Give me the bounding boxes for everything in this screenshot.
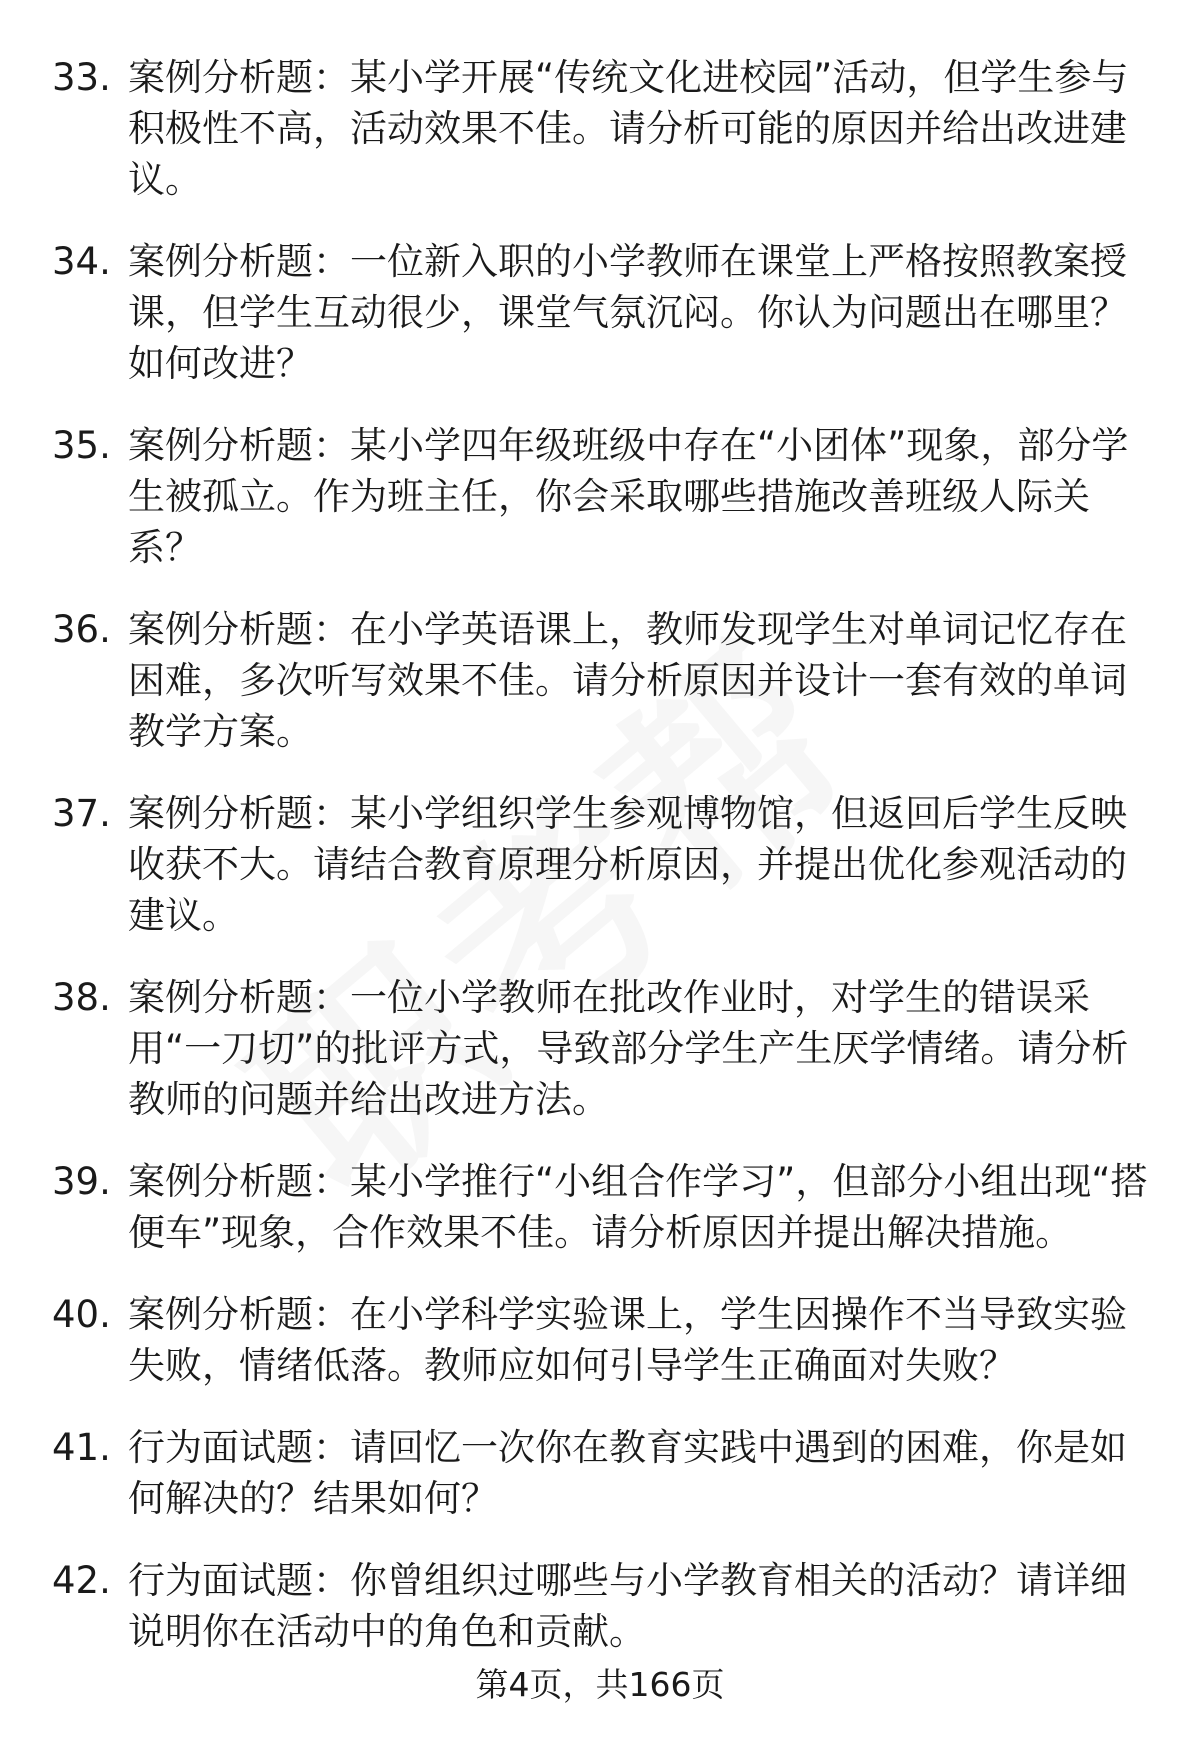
page-number-footer: 第4页，共166页: [475, 1665, 725, 1704]
list-item: [0, 1422, 1200, 1524]
question-number: 33.: [52, 56, 111, 99]
question-number: 38.: [52, 976, 111, 1019]
question-text: 案例分析题：一位新入职的小学教师在课堂上严格按照教案授课，但学生互动很少，课堂气氛沉闷。你认为问题出在哪里？如何改进？: [128, 240, 1127, 385]
question-text: 案例分析题：某小学推行“小组合作学习”，但部分小组出现“搭便车”现象，合作效果不佳。请分析原因并提出解决措施。: [128, 1160, 1148, 1254]
question-number: 34.: [52, 240, 111, 283]
list-item: [0, 236, 1200, 389]
question-text: 案例分析题：某小学开展“传统文化进校园”活动，但学生参与积极性不高，活动效果不佳。请分析可能的原因并给出改进建议。: [128, 56, 1129, 201]
question-number: 40.: [52, 1293, 111, 1336]
list-item: [0, 1555, 1200, 1657]
question-text: 案例分析题：一位小学教师在批改作业时，对学生的错误采用“一刀切”的批评方式，导致部分学生产生厌学情绪。请分析教师的问题并给出改进方法。: [128, 976, 1129, 1121]
question-number: 42.: [52, 1559, 111, 1602]
question-text: 案例分析题：在小学科学实验课上，学生因操作不当导致实验失败，情绪低落。教师应如何引导学生正确面对失败？: [128, 1293, 1127, 1387]
question-list: [0, 52, 1200, 1688]
question-number: 35.: [52, 424, 111, 467]
question-number: 37.: [52, 792, 111, 835]
list-item: [0, 788, 1200, 941]
list-item: [0, 1156, 1200, 1258]
list-item: [0, 604, 1200, 757]
question-text: 案例分析题：某小学四年级班级中存在“小团体”现象，部分学生被孤立。作为班主任，你会采取哪些措施改善班级人际关系？: [128, 424, 1129, 569]
list-item: [0, 972, 1200, 1125]
question-number: 36.: [52, 608, 111, 651]
question-number: 39.: [52, 1160, 111, 1203]
list-item: [0, 52, 1200, 205]
question-text: 行为面试题：请回忆一次你在教育实践中遇到的困难，你是如何解决的？结果如何？: [128, 1426, 1127, 1520]
question-text: 案例分析题：某小学组织学生参观博物馆，但返回后学生反映收获不大。请结合教育原理分析原因，并提出优化参观活动的建议。: [128, 792, 1127, 937]
list-item: [0, 420, 1200, 573]
question-text: 行为面试题：你曾组织过哪些与小学教育相关的活动？请详细说明你在活动中的角色和贡献。: [128, 1559, 1127, 1653]
question-number: 41.: [52, 1426, 111, 1469]
question-text: 案例分析题：在小学英语课上，教师发现学生对单词记忆存在困难，多次听写效果不佳。请分析原因并设计一套有效的单词教学方案。: [128, 608, 1127, 753]
list-item: [0, 1289, 1200, 1391]
